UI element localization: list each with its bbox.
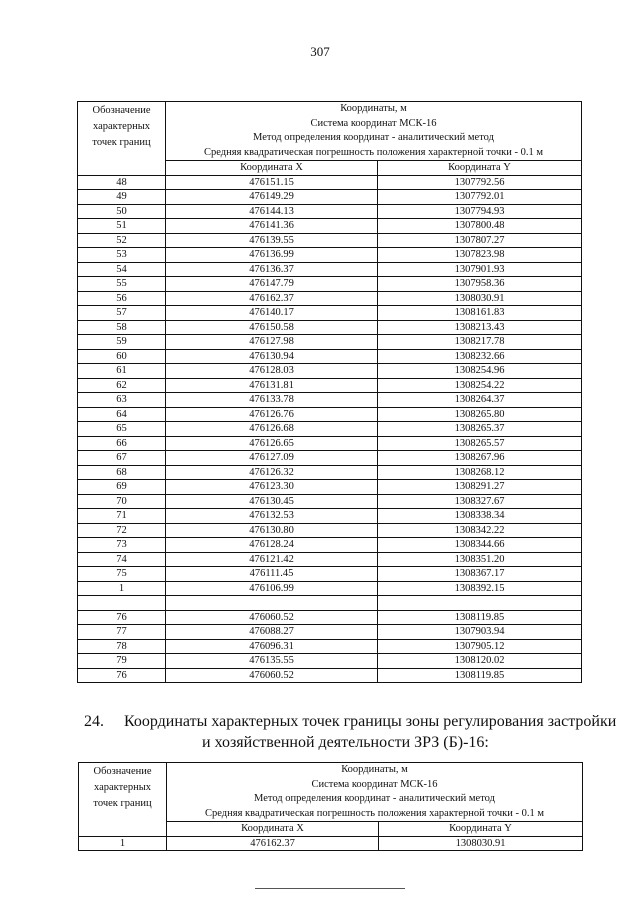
cell-point-id: 50	[78, 204, 166, 219]
cell-coordinate-x: 476147.79	[166, 277, 378, 292]
cell-coordinate-x: 476127.09	[166, 451, 378, 466]
table-row	[78, 422, 582, 437]
cell-coordinate-x: 476128.24	[166, 538, 378, 553]
cell-point-id: 55	[78, 277, 166, 292]
cell-coordinate-y: 1308291.27	[378, 480, 582, 495]
cell-point-id: 54	[78, 262, 166, 277]
cell-coordinate-y: 1307792.01	[378, 190, 582, 205]
cell-coordinate-x: 476139.55	[166, 233, 378, 248]
cell-point-id: 66	[78, 436, 166, 451]
cell-point-id: 56	[78, 291, 166, 306]
table-row	[78, 668, 582, 683]
cell-point-id: 52	[78, 233, 166, 248]
cell-coordinate-x: 476135.55	[166, 654, 378, 669]
table-row	[78, 436, 582, 451]
table-row	[78, 262, 582, 277]
cell-point-id: 70	[78, 494, 166, 509]
cell-point-id: 63	[78, 393, 166, 408]
cell-point-id: 49	[78, 190, 166, 205]
table-row	[78, 219, 582, 234]
cell-coordinate-y: 1307903.94	[378, 625, 582, 640]
cell-coordinate-y: 1308392.15	[378, 581, 582, 596]
table-row	[78, 277, 582, 292]
cell-coordinate-x: 476130.45	[166, 494, 378, 509]
table-row	[78, 335, 582, 350]
cell-point-id: 1	[78, 581, 166, 596]
cell-point-id: 75	[78, 567, 166, 582]
cell-point-id: 71	[78, 509, 166, 524]
table-row	[78, 567, 582, 582]
cell-coordinate-y: 1308119.85	[378, 610, 582, 625]
table-row	[78, 291, 582, 306]
cell-point-id: 77	[78, 625, 166, 640]
cell-coordinate-y: 1307807.27	[378, 233, 582, 248]
cell-coordinate-y: 1308344.66	[378, 538, 582, 553]
cell-coordinate-y: 1308267.96	[378, 451, 582, 466]
table-row	[78, 175, 582, 190]
column-header-y: Координата Y	[378, 161, 582, 176]
cell-coordinate-y: 1308119.85	[378, 668, 582, 683]
cell-coordinate-x: 476121.42	[166, 552, 378, 567]
cell-coordinate-x: 476151.15	[166, 175, 378, 190]
cell-coordinate-y: 1308265.57	[378, 436, 582, 451]
cell-coordinate-y: 1308268.12	[378, 465, 582, 480]
cell-point-id: 76	[78, 610, 166, 625]
cell-coordinate-y: 1308351.20	[378, 552, 582, 567]
cell-coordinate-x: 476133.78	[166, 393, 378, 408]
cell-point-id: 79	[78, 654, 166, 669]
cell-point-id: 53	[78, 248, 166, 263]
table-row	[78, 639, 582, 654]
cell-coordinate-y: 1307792.56	[378, 175, 582, 190]
column-header-y: Координата Y	[379, 822, 583, 837]
cell-point-id: 62	[78, 378, 166, 393]
cell-coordinate-y: 1308213.43	[378, 320, 582, 335]
table-row	[78, 509, 582, 524]
table-row	[78, 552, 582, 567]
cell-coordinate-x: 476088.27	[166, 625, 378, 640]
column-header-x: Координата X	[166, 161, 378, 176]
cell-point-id: 65	[78, 422, 166, 437]
cell-point-id: 69	[78, 480, 166, 495]
cell-coordinate-x: 476106.99	[166, 581, 378, 596]
cell-coordinate-x: 476096.31	[166, 639, 378, 654]
header-point-designation: Обозначение характерных точек границ	[79, 763, 167, 837]
cell-coordinate-x	[166, 596, 378, 611]
cell-coordinate-y: 1308254.22	[378, 378, 582, 393]
section-title-line1: Координаты характерных точек границы зоны регулирования застройки	[124, 713, 617, 730]
cell-coordinate-x: 476126.32	[166, 465, 378, 480]
section-number: 24.	[84, 713, 104, 730]
cell-coordinate-x: 476130.80	[166, 523, 378, 538]
cell-point-id: 51	[78, 219, 166, 234]
table-row	[78, 233, 582, 248]
cell-coordinate-y: 1308030.91	[378, 291, 582, 306]
table-row	[78, 625, 582, 640]
cell-point-id: 68	[78, 465, 166, 480]
cell-coordinate-x: 476123.30	[166, 480, 378, 495]
cell-coordinate-x: 476162.37	[166, 291, 378, 306]
cell-coordinate-y: 1308264.37	[378, 393, 582, 408]
cell-coordinate-y: 1308367.17	[378, 567, 582, 582]
cell-point-id: 74	[78, 552, 166, 567]
cell-point-id: 48	[78, 175, 166, 190]
header-coordinates: Координаты, м Система координат МСК-16 Метод определения координат - аналитический метод Средняя квадратическая погрешность положения характерной точки - 0.1 м	[167, 763, 583, 822]
cell-coordinate-x: 476136.99	[166, 248, 378, 263]
cell-coordinate-y	[378, 596, 582, 611]
cell-coordinate-x: 476127.98	[166, 335, 378, 350]
cell-coordinate-y: 1308254.96	[378, 364, 582, 379]
cell-point-id: 73	[78, 538, 166, 553]
cell-point-id: 57	[78, 306, 166, 321]
cell-coordinate-x: 476149.29	[166, 190, 378, 205]
cell-point-id: 76	[78, 668, 166, 683]
cell-coordinate-y: 1308265.37	[378, 422, 582, 437]
table-row	[78, 581, 582, 596]
cell-coordinate-y: 1308030.91	[379, 836, 583, 851]
table-row	[78, 349, 582, 364]
table-row	[78, 364, 582, 379]
column-header-x: Координата X	[167, 822, 379, 837]
table-row	[78, 465, 582, 480]
cell-coordinate-x: 476144.13	[166, 204, 378, 219]
cell-point-id: 61	[78, 364, 166, 379]
cell-coordinate-x: 476130.94	[166, 349, 378, 364]
cell-coordinate-y: 1307800.48	[378, 219, 582, 234]
table-header-row	[79, 763, 583, 822]
cell-point-id: 59	[78, 335, 166, 350]
cell-coordinate-y: 1308161.83	[378, 306, 582, 321]
table-row	[78, 204, 582, 219]
table-row	[78, 523, 582, 538]
cell-coordinate-x: 476126.76	[166, 407, 378, 422]
cell-coordinate-y: 1308120.02	[378, 654, 582, 669]
scan-edge-line	[255, 888, 405, 889]
cell-point-id: 78	[78, 639, 166, 654]
table-row	[78, 654, 582, 669]
table-row	[78, 248, 582, 263]
coordinates-table-1	[77, 101, 582, 683]
cell-coordinate-y: 1308327.67	[378, 494, 582, 509]
cell-coordinate-y: 1308342.22	[378, 523, 582, 538]
cell-coordinate-y: 1307901.93	[378, 262, 582, 277]
table-row	[78, 494, 582, 509]
cell-coordinate-x: 476150.58	[166, 320, 378, 335]
cell-coordinate-y: 1307823.98	[378, 248, 582, 263]
cell-point-id: 64	[78, 407, 166, 422]
cell-coordinate-x: 476126.65	[166, 436, 378, 451]
cell-point-id	[78, 596, 166, 611]
cell-coordinate-y: 1307905.12	[378, 639, 582, 654]
table-row	[78, 378, 582, 393]
table-row	[78, 306, 582, 321]
cell-coordinate-x: 476111.45	[166, 567, 378, 582]
cell-point-id: 72	[78, 523, 166, 538]
table-row	[79, 836, 583, 851]
table-header-row	[78, 102, 582, 161]
cell-coordinate-x: 476132.53	[166, 509, 378, 524]
cell-coordinate-x: 476131.81	[166, 378, 378, 393]
table-row	[78, 451, 582, 466]
coordinates-table-2	[78, 762, 583, 851]
table-row	[78, 610, 582, 625]
table-row	[78, 407, 582, 422]
header-point-designation: Обозначение характерных точек границ	[78, 102, 166, 176]
table-row	[78, 596, 582, 611]
cell-coordinate-x: 476060.52	[166, 610, 378, 625]
cell-coordinate-x: 476136.37	[166, 262, 378, 277]
cell-point-id: 67	[78, 451, 166, 466]
cell-coordinate-x: 476126.68	[166, 422, 378, 437]
table-row	[78, 538, 582, 553]
cell-point-id: 1	[79, 836, 167, 851]
table-row	[78, 320, 582, 335]
cell-point-id: 60	[78, 349, 166, 364]
cell-coordinate-x: 476140.17	[166, 306, 378, 321]
header-coordinates: Координаты, м Система координат МСК-16 Метод определения координат - аналитический метод Средняя квадратическая погрешность положения характерной точки - 0.1 м	[166, 102, 582, 161]
section-title-line2: и хозяйственной деятельности ЗРЗ (Б)-16:	[202, 734, 489, 751]
cell-coordinate-y: 1308338.34	[378, 509, 582, 524]
cell-coordinate-y: 1308217.78	[378, 335, 582, 350]
cell-coordinate-x: 476060.52	[166, 668, 378, 683]
table-row	[78, 393, 582, 408]
table-row	[78, 190, 582, 205]
cell-coordinate-y: 1308265.80	[378, 407, 582, 422]
cell-coordinate-y: 1307794.93	[378, 204, 582, 219]
cell-coordinate-x: 476128.03	[166, 364, 378, 379]
cell-coordinate-y: 1308232.66	[378, 349, 582, 364]
cell-coordinate-y: 1307958.36	[378, 277, 582, 292]
cell-coordinate-x: 476141.36	[166, 219, 378, 234]
page-number: 307	[310, 44, 330, 59]
table-row	[78, 480, 582, 495]
cell-coordinate-x: 476162.37	[167, 836, 379, 851]
cell-point-id: 58	[78, 320, 166, 335]
